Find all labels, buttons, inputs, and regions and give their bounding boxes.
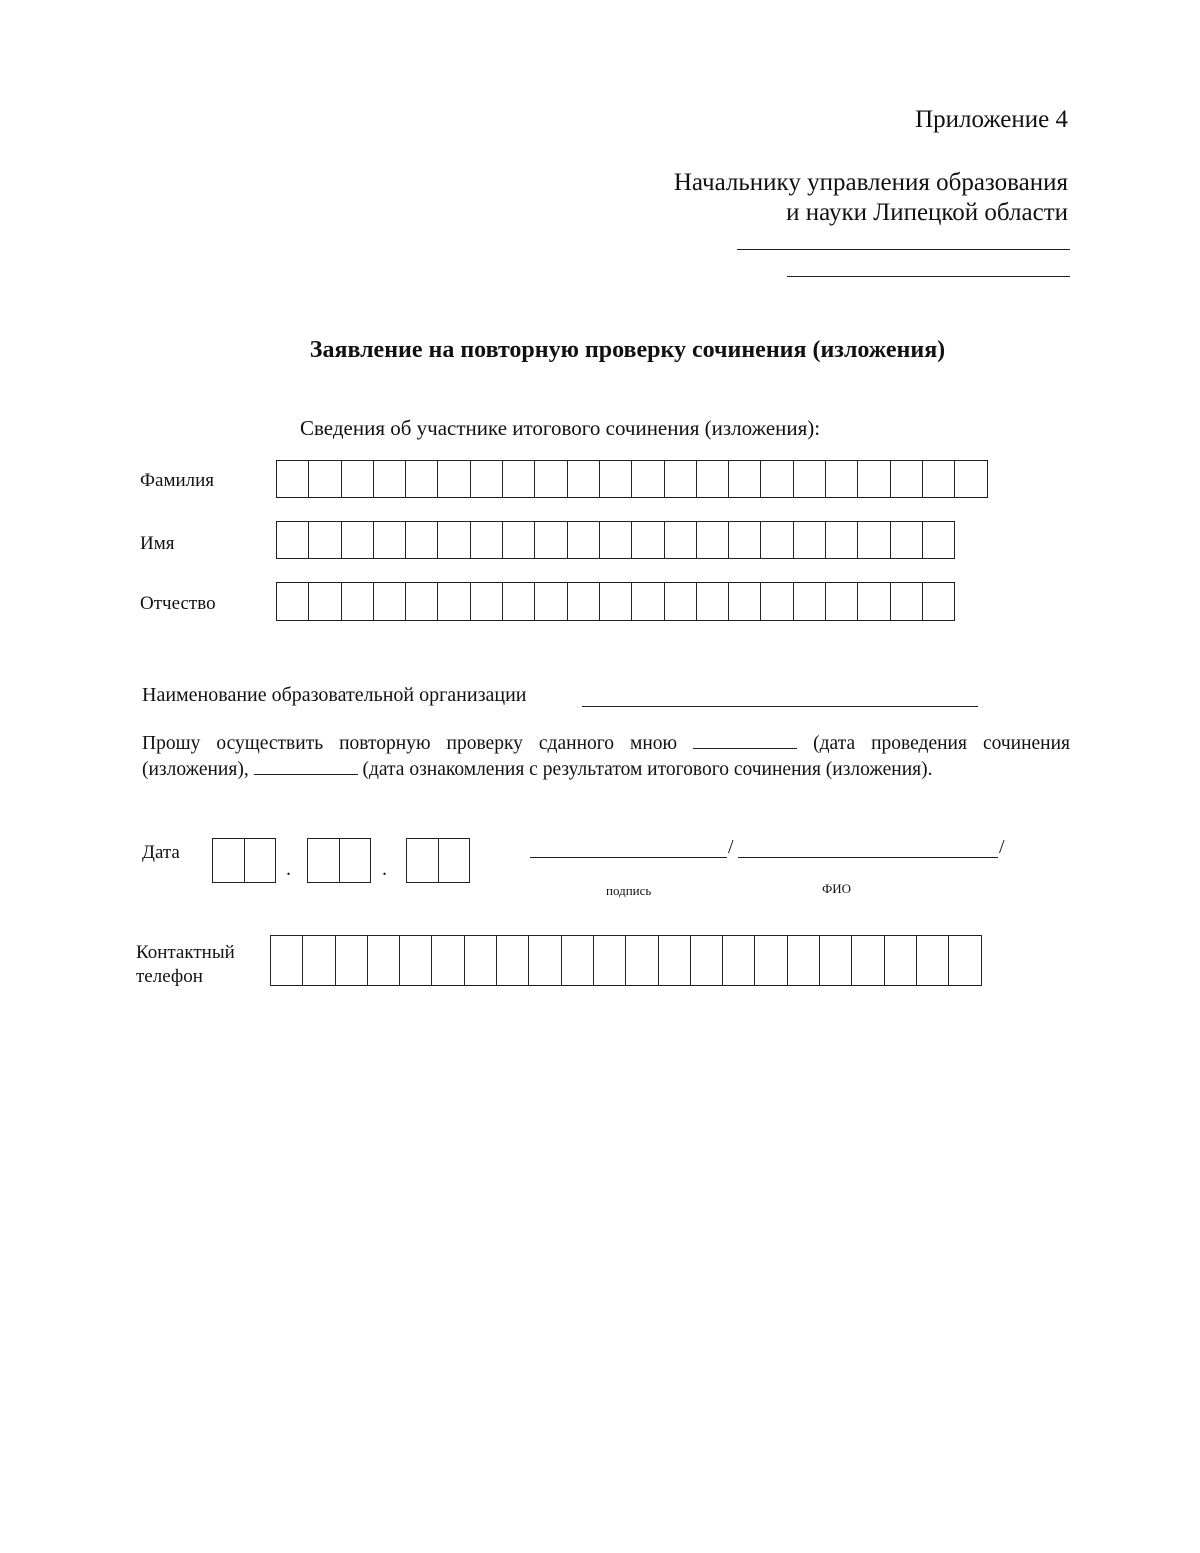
input-cell[interactable]: [438, 461, 470, 497]
fio-caption: ФИО: [822, 881, 852, 896]
input-cell[interactable]: [342, 522, 374, 558]
input-cell[interactable]: [438, 522, 470, 558]
input-cell[interactable]: [374, 522, 406, 558]
input-cell[interactable]: [691, 936, 723, 985]
input-cell[interactable]: [626, 936, 658, 985]
date-label: Дата: [142, 842, 180, 863]
patronymic-input-cells[interactable]: [276, 582, 955, 621]
input-cell[interactable]: [729, 522, 761, 558]
input-cell[interactable]: [568, 461, 600, 497]
input-cell[interactable]: [826, 522, 858, 558]
request-text-part-3: (дата ознакомления с результатом итогового сочинения (изложения).: [362, 759, 933, 780]
input-cell[interactable]: [697, 583, 729, 620]
input-cell[interactable]: [885, 936, 917, 985]
input-cell[interactable]: [858, 583, 890, 620]
input-cell[interactable]: [535, 461, 567, 497]
input-cell[interactable]: [471, 522, 503, 558]
input-cell[interactable]: [632, 461, 664, 497]
input-cell[interactable]: [955, 461, 987, 497]
input-cell[interactable]: [923, 583, 955, 620]
input-cell[interactable]: [562, 936, 594, 985]
result-date-blank[interactable]: [254, 756, 358, 775]
input-cell[interactable]: [374, 583, 406, 620]
input-cell[interactable]: [761, 583, 793, 620]
input-cell[interactable]: [342, 583, 374, 620]
input-cell[interactable]: [503, 583, 535, 620]
month-input-cells[interactable]: [307, 838, 371, 883]
organization-blank-line[interactable]: [582, 706, 978, 707]
phone-label-line-2: телефон: [136, 966, 203, 987]
input-cell[interactable]: [503, 461, 535, 497]
input-cell[interactable]: [632, 583, 664, 620]
input-cell[interactable]: [568, 583, 600, 620]
addressee-line-2: и науки Липецкой области: [786, 199, 1068, 226]
input-cell[interactable]: [529, 936, 561, 985]
input-cell[interactable]: [340, 839, 372, 882]
input-cell[interactable]: [794, 583, 826, 620]
input-cell[interactable]: [406, 583, 438, 620]
form-title: Заявление на повторную проверку сочинения (изложения): [309, 337, 946, 363]
input-cell[interactable]: [503, 522, 535, 558]
participant-info-heading: Сведения об участнике итогового сочинения (изложения):: [300, 416, 821, 440]
input-cell[interactable]: [432, 936, 464, 985]
input-cell[interactable]: [600, 583, 632, 620]
addressee-block: [674, 168, 1068, 228]
input-cell[interactable]: [406, 461, 438, 497]
input-cell[interactable]: [723, 936, 755, 985]
input-cell[interactable]: [535, 583, 567, 620]
input-cell[interactable]: [303, 936, 335, 985]
input-cell[interactable]: [761, 522, 793, 558]
date-separator-2: .: [382, 858, 387, 880]
input-cell[interactable]: [665, 522, 697, 558]
phone-input-cells[interactable]: [270, 935, 982, 986]
input-cell[interactable]: [497, 936, 529, 985]
input-cell[interactable]: [761, 461, 793, 497]
input-cell[interactable]: [923, 461, 955, 497]
input-cell[interactable]: [755, 936, 787, 985]
request-text-part-2: (дата проведения сочинения (изложения),: [142, 733, 1071, 780]
appendix-number: Приложение 4: [915, 106, 1068, 133]
input-cell[interactable]: [336, 936, 368, 985]
input-cell[interactable]: [858, 522, 890, 558]
name-label: Имя: [140, 533, 175, 554]
input-cell[interactable]: [439, 839, 471, 882]
patronymic-label: Отчество: [140, 593, 216, 614]
input-cell[interactable]: [729, 461, 761, 497]
input-cell[interactable]: [729, 583, 761, 620]
signature-caption: подпись: [606, 883, 652, 898]
input-cell[interactable]: [309, 583, 341, 620]
addressee-line-1: Начальнику управления образования: [673, 169, 1068, 196]
input-cell[interactable]: [891, 461, 923, 497]
phone-label: [136, 941, 235, 989]
input-cell[interactable]: [891, 583, 923, 620]
input-cell[interactable]: [406, 522, 438, 558]
input-cell[interactable]: [407, 839, 439, 882]
addressee-blank-line-2[interactable]: [787, 276, 1070, 277]
input-cell[interactable]: [309, 461, 341, 497]
signature-line[interactable]: [530, 857, 727, 858]
input-cell[interactable]: [400, 936, 432, 985]
year-input-cells[interactable]: [406, 838, 470, 883]
input-cell[interactable]: [794, 461, 826, 497]
input-cell[interactable]: [826, 461, 858, 497]
input-cell[interactable]: [465, 936, 497, 985]
day-input-cells[interactable]: [212, 838, 276, 883]
input-cell[interactable]: [213, 839, 245, 882]
input-cell[interactable]: [535, 522, 567, 558]
signature-slash-1: /: [728, 836, 734, 858]
input-cell[interactable]: [858, 461, 890, 497]
input-cell[interactable]: [632, 522, 664, 558]
input-cell[interactable]: [826, 583, 858, 620]
request-text-part-1: Прошу осуществить повторную проверку сданного мною: [142, 733, 678, 754]
input-cell[interactable]: [471, 583, 503, 620]
input-cell[interactable]: [852, 936, 884, 985]
input-cell[interactable]: [438, 583, 470, 620]
exam-date-blank[interactable]: [693, 730, 797, 749]
name-input-cells[interactable]: [276, 521, 955, 559]
input-cell[interactable]: [949, 936, 981, 985]
input-cell[interactable]: [374, 461, 406, 497]
addressee-blank-line-1[interactable]: [737, 249, 1070, 250]
input-cell[interactable]: [600, 461, 632, 497]
request-paragraph: [142, 730, 1070, 782]
input-cell[interactable]: [917, 936, 949, 985]
input-cell[interactable]: [665, 461, 697, 497]
input-cell[interactable]: [659, 936, 691, 985]
input-cell[interactable]: [277, 583, 309, 620]
surname-input-cells[interactable]: [276, 460, 988, 498]
input-cell[interactable]: [697, 461, 729, 497]
input-cell[interactable]: [245, 839, 277, 882]
signature-slash-2: /: [999, 836, 1005, 858]
input-cell[interactable]: [309, 522, 341, 558]
input-cell[interactable]: [368, 936, 400, 985]
input-cell[interactable]: [308, 839, 340, 882]
input-cell[interactable]: [820, 936, 852, 985]
input-cell[interactable]: [788, 936, 820, 985]
input-cell[interactable]: [568, 522, 600, 558]
input-cell[interactable]: [277, 461, 309, 497]
input-cell[interactable]: [342, 461, 374, 497]
date-separator-1: .: [286, 858, 291, 880]
input-cell[interactable]: [277, 522, 309, 558]
input-cell[interactable]: [271, 936, 303, 985]
input-cell[interactable]: [891, 522, 923, 558]
input-cell[interactable]: [794, 522, 826, 558]
input-cell[interactable]: [600, 522, 632, 558]
input-cell[interactable]: [471, 461, 503, 497]
fio-line[interactable]: [738, 857, 998, 858]
surname-label: Фамилия: [140, 470, 215, 491]
input-cell[interactable]: [665, 583, 697, 620]
phone-label-line-1: Контактный: [136, 942, 235, 963]
input-cell[interactable]: [923, 522, 955, 558]
organization-label: Наименование образовательной организации: [142, 684, 527, 706]
input-cell[interactable]: [594, 936, 626, 985]
input-cell[interactable]: [697, 522, 729, 558]
